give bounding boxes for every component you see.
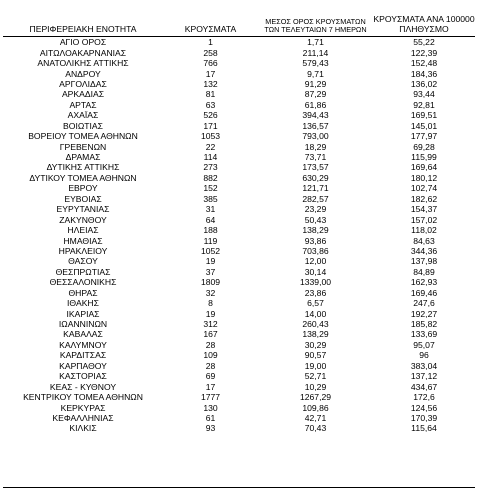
cases-per-100000-cell: 95,07: [413, 339, 435, 350]
region-name-cell: ΔΥΤΙΚΟΥ ΤΟΜΕΑ ΑΘΗΝΩΝ: [29, 172, 137, 183]
cases-cell: 1777: [200, 392, 221, 403]
cases-per-100000-cell: 122,39: [410, 47, 438, 58]
table-row: [3, 100, 475, 110]
cases-cell: 171: [203, 120, 218, 131]
table-row: [3, 204, 475, 214]
cases-cell: 188: [203, 225, 218, 236]
seven-day-average-cell: 10,29: [304, 381, 327, 392]
region-name-cell: ΕΥΡΥΤΑΝΙΑΣ: [56, 204, 110, 215]
region-name-cell: ΗΛΕΙΑΣ: [67, 225, 99, 236]
region-name-cell: ΚΑΒΑΛΑΣ: [63, 329, 103, 340]
cases-cell: 17: [205, 381, 216, 392]
seven-day-average-cell: 9,71: [307, 68, 324, 79]
region-name-cell: ΓΡΕΒΕΝΩΝ: [59, 141, 107, 152]
cases-cell: 64: [205, 214, 216, 225]
cases-per-100000-cell: 84,89: [413, 266, 435, 277]
cases-cell: 385: [203, 193, 218, 204]
table-row: [3, 89, 475, 99]
cases-cell: 63: [205, 99, 216, 110]
seven-day-average-cell: 70,43: [304, 423, 327, 434]
cases-cell: 28: [205, 360, 216, 371]
covid-cases-table: [3, 4, 475, 434]
cases-per-100000-cell: 124,56: [410, 402, 438, 413]
seven-day-average-cell: 579,43: [302, 58, 329, 69]
region-name-cell: ΘΗΡΑΣ: [68, 287, 98, 298]
region-name-cell: ΑΡΤΑΣ: [69, 99, 97, 110]
region-name-cell: ΘΕΣΣΑΛΟΝΙΚΗΣ: [49, 277, 117, 288]
table-row: [3, 162, 475, 172]
seven-day-average-cell: 61,86: [304, 99, 327, 110]
region-name-cell: ΚΙΛΚΙΣ: [69, 423, 97, 434]
seven-day-average-cell: 23,86: [304, 287, 327, 298]
region-name-cell: ΚΑΡΔΙΤΣΑΣ: [59, 350, 107, 361]
region-name-cell: ΚΕΡΚΥΡΑΣ: [60, 402, 106, 413]
cases-per-100000-cell: 177,97: [410, 131, 438, 142]
table-body: [3, 37, 475, 434]
table-row: [3, 141, 475, 151]
seven-day-average-cell: 394,43: [302, 110, 329, 121]
seven-day-average-cell: 91,29: [304, 78, 327, 89]
region-name-cell: ΒΟΙΩΤΙΑΣ: [63, 120, 103, 131]
cases-cell: 152: [203, 183, 218, 194]
cases-cell: 69: [205, 371, 216, 382]
cases-cell: 32: [205, 287, 216, 298]
cases-cell: 28: [205, 339, 216, 350]
region-name-cell: ΚΑΛΥΜΝΟΥ: [59, 339, 107, 350]
cases-per-100000-cell: 69,28: [413, 141, 435, 152]
cases-cell: 8: [208, 298, 213, 309]
region-name-cell: ΚΑΣΤΟΡΙΑΣ: [59, 371, 107, 382]
cases-cell: 1809: [200, 277, 221, 288]
cases-cell: 114: [203, 152, 218, 163]
table-row: [3, 392, 475, 402]
cases-cell: 132: [203, 78, 218, 89]
seven-day-average-cell: 793,00: [302, 131, 329, 142]
table-row: [3, 131, 475, 141]
table-row: [3, 340, 475, 350]
cases-per-100000-cell: 137,98: [410, 256, 438, 267]
cases-cell: 167: [203, 329, 218, 340]
table-row: [3, 277, 475, 287]
cases-per-100000-cell: 184,36: [410, 68, 438, 79]
region-name-cell: ΙΩΑΝΝΙΝΩΝ: [58, 319, 108, 330]
region-name-cell: ΕΒΡΟΥ: [68, 183, 98, 194]
seven-day-average-cell: 90,57: [304, 350, 327, 361]
seven-day-average-cell: 14,00: [304, 308, 327, 319]
cases-per-100000-cell: 434,67: [410, 381, 438, 392]
region-name-cell: ΗΡΑΚΛΕΙΟΥ: [58, 245, 108, 256]
cases-cell: 109: [203, 350, 218, 361]
table-row: [3, 381, 475, 391]
header-row: [3, 4, 475, 37]
cases-per-100000-cell: 169,64: [410, 162, 438, 173]
region-name-cell: ΙΘΑΚΗΣ: [67, 298, 99, 309]
header-cases-per-100000-line-1: ΚΡΟΥΣΜΑΤΑ ΑΝΑ 100000: [373, 14, 475, 24]
seven-day-average-cell: 30,14: [304, 266, 327, 277]
seven-day-average-cell: 630,29: [302, 172, 329, 183]
cases-per-100000-cell: 185,82: [410, 319, 438, 330]
cases-per-100000-cell: 115,64: [411, 423, 437, 434]
table-row: [3, 288, 475, 298]
table-row: [3, 246, 475, 256]
region-name-cell: ΔΡΑΜΑΣ: [65, 152, 101, 163]
region-name-cell: ΑΧΑΪΑΣ: [67, 110, 99, 121]
cases-per-100000-cell: 84,63: [413, 235, 435, 246]
table-row: [3, 225, 475, 235]
region-name-cell: ΙΚΑΡΙΑΣ: [66, 308, 100, 319]
cases-per-100000-cell: 383,04: [410, 360, 438, 371]
table-row: [3, 47, 475, 57]
seven-day-average-cell: 1339,00: [299, 277, 332, 288]
region-name-cell: ΗΜΑΘΙΑΣ: [63, 235, 103, 246]
table-row: [3, 152, 475, 162]
seven-day-average-cell: 42,71: [304, 412, 327, 423]
table-row: [3, 68, 475, 78]
cases-cell: 37: [205, 266, 216, 277]
table-row: [3, 402, 475, 412]
region-name-cell: ΑΓΙΟ ΟΡΟΣ: [59, 37, 107, 48]
table-row: [3, 413, 475, 423]
cases-per-100000-cell: 137,12: [410, 371, 438, 382]
table-bottom-border: [3, 487, 475, 488]
table-row: [3, 173, 475, 183]
seven-day-average-cell: 282,57: [302, 193, 329, 204]
cases-per-100000-cell: 182,62: [410, 193, 438, 204]
region-name-cell: ΕΥΒΟΙΑΣ: [64, 193, 102, 204]
table-row: [3, 256, 475, 266]
cases-cell: 17: [205, 68, 216, 79]
seven-day-average-cell: 1,71: [307, 37, 324, 48]
seven-day-average-cell: 138,29: [302, 225, 329, 236]
cases-cell: 1: [208, 37, 213, 48]
cases-per-100000-cell: 118,02: [411, 225, 437, 236]
cases-per-100000-cell: 169,51: [410, 110, 438, 121]
seven-day-average-cell: 12,00: [304, 256, 327, 267]
cases-cell: 93: [205, 423, 216, 434]
table-row: [3, 214, 475, 224]
cases-per-100000-cell: 157,02: [410, 214, 438, 225]
cases-per-100000-cell: 115,99: [411, 152, 437, 163]
seven-day-average-cell: 6,57: [307, 298, 324, 309]
region-name-cell: ΔΥΤΙΚΗΣ ΑΤΤΙΚΗΣ: [46, 162, 120, 173]
seven-day-average-cell: 73,71: [304, 152, 327, 163]
cases-cell: 61: [205, 412, 216, 423]
seven-day-average-cell: 87,29: [304, 89, 327, 100]
seven-day-average-cell: 52,71: [304, 371, 327, 382]
cases-per-100000-cell: 170,39: [410, 412, 438, 423]
cases-per-100000-cell: 169,46: [410, 287, 438, 298]
table-row: [3, 121, 475, 131]
cases-per-100000-cell: 133,69: [410, 329, 438, 340]
cases-per-100000-cell: 172,6: [413, 392, 435, 403]
header-region: ΠΕΡΙΦΕΡΕΙΑΚΗ ΕΝΟΤΗΤΑ: [3, 4, 163, 37]
seven-day-average-cell: 23,29: [304, 204, 327, 215]
cases-cell: 31: [205, 204, 216, 215]
cases-per-100000-cell: 92,81: [413, 99, 435, 110]
cases-cell: 1053: [200, 131, 221, 142]
cases-per-100000-cell: 145,01: [410, 120, 438, 131]
seven-day-average-cell: 703,86: [302, 245, 329, 256]
table-row: [3, 319, 475, 329]
header-seven-day-average-line-1: ΜΕΣΟΣ ΟΡΟΣ ΚΡΟΥΣΜΑΤΩΝ: [265, 17, 366, 26]
region-name-cell: ΚΕΦΑΛΛΗΝΙΑΣ: [52, 412, 114, 423]
cases-per-100000-cell: 152,48: [410, 58, 438, 69]
seven-day-average-cell: 30,29: [304, 339, 327, 350]
cases-cell: 81: [205, 89, 216, 100]
region-name-cell: ΑΙΤΩΛΟΑΚΑΡΝΑΝΙΑΣ: [39, 47, 127, 58]
cases-per-100000-cell: 102,74: [410, 183, 438, 194]
table-row: [3, 298, 475, 308]
cases-cell: 273: [203, 162, 218, 173]
cases-per-100000-cell: 344,36: [410, 245, 438, 256]
region-name-cell: ΖΑΚΥΝΘΟΥ: [59, 214, 107, 225]
table-row: [3, 183, 475, 193]
table-row: [3, 110, 475, 120]
table-row: [3, 361, 475, 371]
header-cases-per-100000: [373, 4, 475, 37]
cases-cell: 19: [205, 308, 216, 319]
region-name-cell: ΚΕΝΤΡΙΚΟΥ ΤΟΜΕΑ ΑΘΗΝΩΝ: [23, 392, 143, 403]
cases-cell: 526: [203, 110, 218, 121]
seven-day-average-cell: 136,57: [302, 120, 329, 131]
seven-day-average-cell: 1267,29: [299, 392, 332, 403]
region-name-cell: ΑΡΓΟΛΙΔΑΣ: [59, 78, 107, 89]
table-row: [3, 371, 475, 381]
table-row: [3, 350, 475, 360]
cases-cell: 19: [205, 256, 216, 267]
table-row: [3, 423, 475, 433]
cases-cell: 312: [203, 319, 218, 330]
table-row: [3, 267, 475, 277]
cases-per-100000-cell: 247,6: [413, 298, 435, 309]
table-row: [3, 329, 475, 339]
seven-day-average-cell: 260,43: [302, 319, 329, 330]
seven-day-average-cell: 121,71: [302, 183, 329, 194]
cases-cell: 119: [203, 235, 218, 246]
cases-cell: 766: [203, 58, 218, 69]
cases-cell: 882: [203, 172, 218, 183]
cases-cell: 22: [205, 141, 216, 152]
cases-cell: 1052: [200, 245, 221, 256]
seven-day-average-cell: 50,43: [304, 214, 327, 225]
table-row: [3, 235, 475, 245]
region-name-cell: ΑΡΚΑΔΙΑΣ: [61, 89, 105, 100]
cases-per-100000-cell: 192,27: [410, 308, 438, 319]
table-row: [3, 58, 475, 68]
cases-per-100000-cell: 136,02: [410, 78, 438, 89]
table-header: [3, 4, 475, 37]
header-seven-day-average-line-2: ΤΩΝ ΤΕΛΕΥΤΑΙΩΝ 7 ΗΜΕΡΩΝ: [264, 25, 367, 34]
cases-cell: 130: [203, 402, 218, 413]
header-cases: ΚΡΟΥΣΜΑΤΑ: [163, 4, 258, 37]
cases-per-100000-cell: 55,22: [413, 37, 435, 48]
table-row: [3, 194, 475, 204]
seven-day-average-cell: 211,14: [302, 47, 329, 58]
region-name-cell: ΑΝΑΤΟΛΙΚΗΣ ΑΤΤΙΚΗΣ: [37, 58, 129, 69]
cases-per-100000-cell: 162,93: [410, 277, 438, 288]
header-cases-per-100000-line-2: ΠΛΗΘΥΣΜΟ: [399, 24, 449, 34]
cases-per-100000-cell: 154,37: [410, 204, 438, 215]
cases-per-100000-cell: 96: [419, 350, 429, 361]
cases-cell: 258: [203, 47, 218, 58]
seven-day-average-cell: 19,00: [304, 360, 327, 371]
seven-day-average-cell: 173,57: [302, 162, 329, 173]
table-row: [3, 79, 475, 89]
region-name-cell: ΘΕΣΠΡΩΤΙΑΣ: [55, 266, 111, 277]
seven-day-average-cell: 138,29: [302, 329, 329, 340]
cases-per-100000-cell: 180,12: [410, 172, 438, 183]
seven-day-average-cell: 109,86: [302, 402, 329, 413]
region-name-cell: ΒΟΡΕΙΟΥ ΤΟΜΕΑ ΑΘΗΝΩΝ: [28, 131, 138, 142]
region-name-cell: ΚΕΑΣ - ΚΥΘΝΟΥ: [49, 381, 117, 392]
header-seven-day-average: [258, 4, 373, 37]
region-name-cell: ΘΑΣΟΥ: [68, 256, 98, 267]
seven-day-average-cell: 18,29: [304, 141, 327, 152]
cases-per-100000-cell: 93,44: [413, 89, 435, 100]
seven-day-average-cell: 93,86: [304, 235, 327, 246]
table-row: [3, 308, 475, 318]
region-name-cell: ΑΝΔΡΟΥ: [65, 68, 101, 79]
region-name-cell: ΚΑΡΠΑΘΟΥ: [59, 360, 107, 371]
table-row: [3, 37, 475, 48]
